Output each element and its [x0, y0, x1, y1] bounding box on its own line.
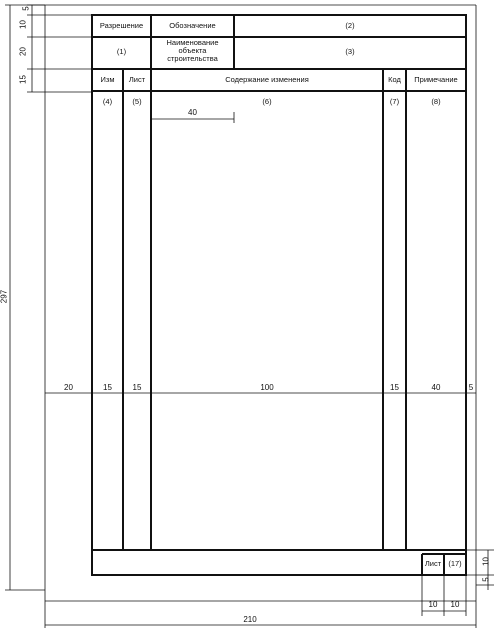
- column-header-content: Содержание изменения: [225, 75, 309, 84]
- dim-col-code: 15: [390, 383, 399, 392]
- column-header-change: Изм: [100, 75, 115, 84]
- dim-row-5: 5: [21, 6, 31, 11]
- field-7: (7): [389, 97, 400, 106]
- dim-col-list: 15: [132, 383, 142, 392]
- left-dimension: [5, 5, 92, 590]
- column-header-code: Код: [388, 75, 401, 84]
- dim-footer-w10a: 10: [428, 600, 438, 609]
- permission-label: Разрешение: [99, 21, 144, 30]
- dim-footer-h5: 5: [481, 577, 491, 582]
- footer-sheet-label: Лист: [424, 559, 442, 568]
- dim-row-20: 20: [18, 47, 28, 56]
- field-4: (4): [102, 97, 113, 106]
- dim-row-15: 15: [18, 75, 28, 84]
- dim-indent-40: 40: [188, 108, 197, 117]
- column-header-sheet: Лист: [128, 75, 146, 84]
- field-5: (5): [132, 97, 142, 106]
- dim-footer-h10: 10: [481, 557, 491, 566]
- field-2: (2): [345, 21, 355, 30]
- dim-col-left: 20: [64, 383, 73, 392]
- field-17: (17): [448, 559, 462, 568]
- dim-page-height: 297: [0, 289, 9, 304]
- sheet-border: [45, 5, 476, 601]
- field-8: (8): [431, 97, 441, 106]
- field-3: (3): [345, 47, 355, 56]
- column-header-note: Примечание: [414, 75, 458, 84]
- dim-page-width: 210: [243, 615, 257, 624]
- dim-col-content: 100: [260, 383, 274, 392]
- dim-footer-w10b: 10: [450, 600, 460, 609]
- dim-row-10: 10: [18, 20, 28, 29]
- dim-col-izm: 15: [103, 383, 112, 392]
- designation-label: Обозначение: [169, 21, 216, 30]
- dim-col-right: 5: [468, 383, 474, 392]
- dim-col-note: 40: [431, 383, 441, 392]
- field-1: (1): [116, 47, 127, 56]
- object-name-label: Наименование объекта строительства: [166, 38, 219, 63]
- field-6: (6): [262, 97, 272, 106]
